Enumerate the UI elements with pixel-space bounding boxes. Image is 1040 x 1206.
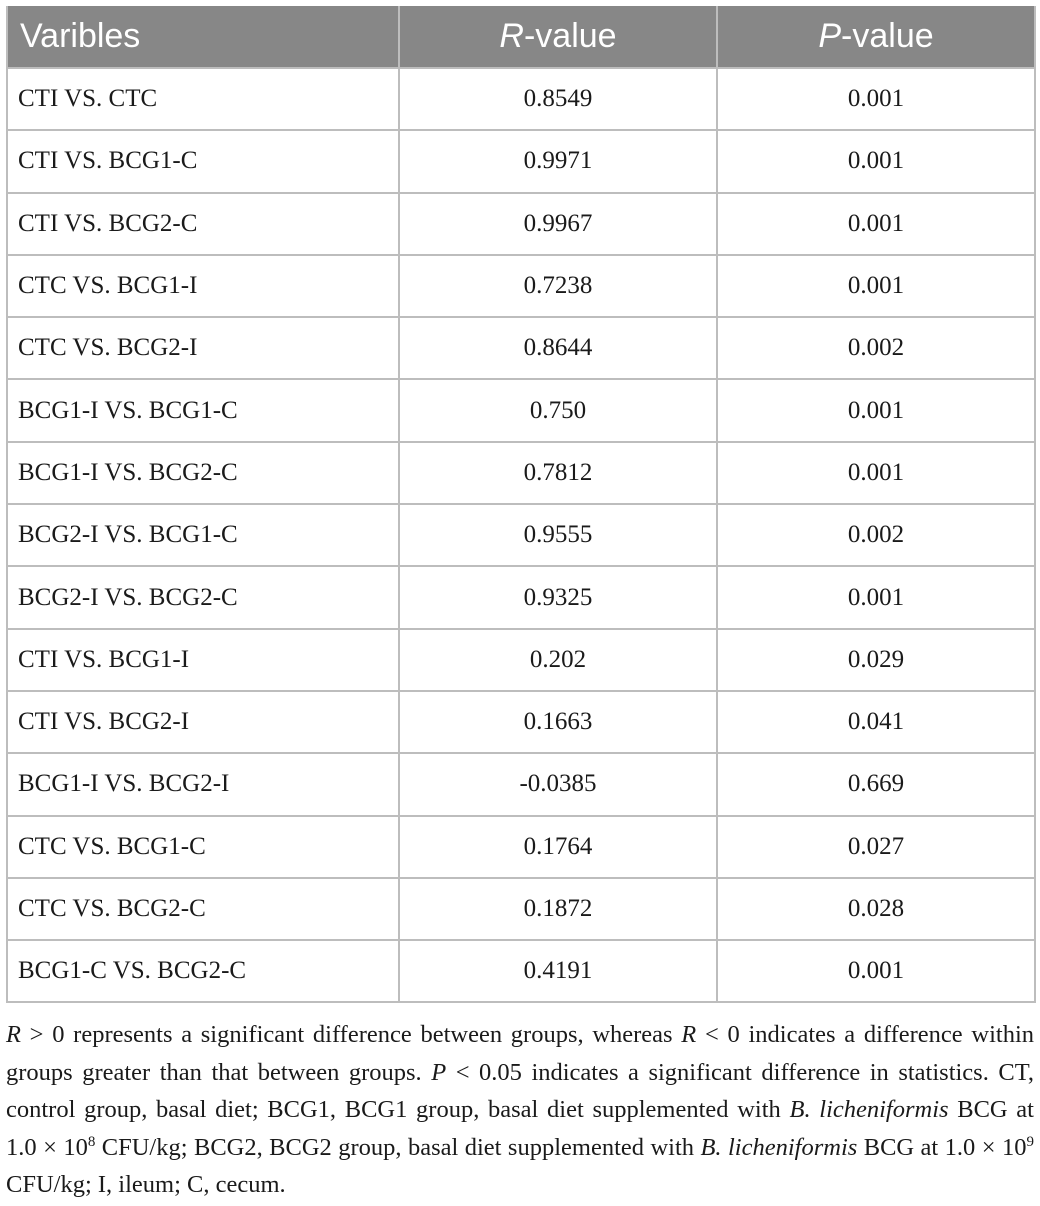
cell-r-value: 0.9555 bbox=[399, 504, 717, 566]
table-row bbox=[7, 193, 1035, 255]
table-row bbox=[7, 255, 1035, 317]
cell-variable: CTI VS. BCG2-C bbox=[7, 193, 399, 255]
table-row bbox=[7, 68, 1035, 130]
header-p-value bbox=[717, 6, 1035, 68]
table-body bbox=[7, 68, 1035, 1002]
table-row bbox=[7, 566, 1035, 628]
table-row bbox=[7, 629, 1035, 691]
table-row bbox=[7, 878, 1035, 940]
cell-r-value: 0.7238 bbox=[399, 255, 717, 317]
cell-variable: BCG2-I VS. BCG1-C bbox=[7, 504, 399, 566]
cell-variable: BCG2-I VS. BCG2-C bbox=[7, 566, 399, 628]
footnote-text: BCG at 1.0 × 10 bbox=[6, 1096, 1034, 1161]
header-r-suffix: -value bbox=[523, 17, 617, 55]
cell-p-value: 0.028 bbox=[717, 878, 1035, 940]
cell-r-value: 0.202 bbox=[399, 629, 717, 691]
cell-r-value: 0.1663 bbox=[399, 691, 717, 753]
footnote-text: CFU/kg; BCG2, BCG2 group, basal diet supplemented with bbox=[95, 1133, 701, 1161]
header-variables: Varibles bbox=[7, 6, 399, 68]
cell-variable: BCG1-I VS. BCG2-I bbox=[7, 753, 399, 815]
footnote-text: < 0.05 indicates a significant difference in statistics. CT, control group, basal diet; BCG1, BCG1 group, basal diet supplemented with bbox=[6, 1058, 1034, 1123]
cell-p-value: 0.041 bbox=[717, 691, 1035, 753]
footnote-r-symbol: R bbox=[681, 1021, 697, 1048]
table-row bbox=[7, 379, 1035, 441]
footnote-text: CFU/kg; I, ileum; C, cecum. bbox=[6, 1171, 286, 1198]
cell-variable: CTC VS. BCG1-C bbox=[7, 816, 399, 878]
table-header bbox=[7, 6, 1035, 68]
cell-p-value: 0.001 bbox=[717, 566, 1035, 628]
cell-r-value: 0.750 bbox=[399, 379, 717, 441]
cell-variable: BCG1-I VS. BCG2-C bbox=[7, 442, 399, 504]
cell-p-value: 0.001 bbox=[717, 255, 1035, 317]
cell-variable: CTC VS. BCG2-C bbox=[7, 878, 399, 940]
cell-r-value: 0.9971 bbox=[399, 130, 717, 192]
cell-variable: CTI VS. CTC bbox=[7, 68, 399, 130]
header-p-symbol: P bbox=[818, 17, 842, 55]
table-row bbox=[7, 753, 1035, 815]
cell-p-value: 0.002 bbox=[717, 504, 1035, 566]
cell-r-value: 0.9325 bbox=[399, 566, 717, 628]
cell-variable: CTI VS. BCG1-I bbox=[7, 629, 399, 691]
cell-r-value: -0.0385 bbox=[399, 753, 717, 815]
table-row bbox=[7, 130, 1035, 192]
footnote-species: B. licheniformis bbox=[700, 1133, 858, 1161]
footnote-exponent: 8 bbox=[87, 1133, 96, 1150]
table-footnote bbox=[6, 1016, 1034, 1204]
cell-variable: BCG1-C VS. BCG2-C bbox=[7, 940, 399, 1002]
table-row bbox=[7, 691, 1035, 753]
cell-r-value: 0.9967 bbox=[399, 193, 717, 255]
cell-p-value: 0.001 bbox=[717, 442, 1035, 504]
cell-r-value: 0.8549 bbox=[399, 68, 717, 130]
cell-variable: CTC VS. BCG2-I bbox=[7, 317, 399, 379]
cell-p-value: 0.001 bbox=[717, 130, 1035, 192]
footnote-r-symbol: R bbox=[6, 1021, 21, 1048]
footnote-species: B. licheniformis bbox=[789, 1096, 949, 1123]
footnote-text: < 0 indicates a difference within groups greater than that between groups. bbox=[6, 1021, 1034, 1086]
cell-r-value: 0.1872 bbox=[399, 878, 717, 940]
cell-p-value: 0.669 bbox=[717, 753, 1035, 815]
table-row bbox=[7, 504, 1035, 566]
cell-p-value: 0.001 bbox=[717, 940, 1035, 1002]
cell-variable: CTI VS. BCG1-C bbox=[7, 130, 399, 192]
cell-r-value: 0.7812 bbox=[399, 442, 717, 504]
cell-r-value: 0.8644 bbox=[399, 317, 717, 379]
table-row bbox=[7, 940, 1035, 1002]
header-p-suffix: -value bbox=[841, 17, 934, 55]
cell-p-value: 0.027 bbox=[717, 816, 1035, 878]
table-container bbox=[6, 6, 1034, 1003]
footnote-exponent: 9 bbox=[1026, 1133, 1034, 1150]
table-row bbox=[7, 317, 1035, 379]
cell-r-value: 0.1764 bbox=[399, 816, 717, 878]
header-row bbox=[7, 6, 1035, 68]
footnote-text: BCG at 1.0 × 10 bbox=[857, 1133, 1027, 1161]
cell-p-value: 0.029 bbox=[717, 629, 1035, 691]
cell-variable: CTI VS. BCG2-I bbox=[7, 691, 399, 753]
cell-variable: BCG1-I VS. BCG1-C bbox=[7, 379, 399, 441]
header-r-value bbox=[399, 6, 717, 68]
cell-p-value: 0.001 bbox=[717, 193, 1035, 255]
header-r-symbol: R bbox=[499, 17, 524, 55]
cell-r-value: 0.4191 bbox=[399, 940, 717, 1002]
table-row bbox=[7, 816, 1035, 878]
cell-p-value: 0.001 bbox=[717, 379, 1035, 441]
results-table bbox=[6, 6, 1036, 1003]
cell-variable: CTC VS. BCG1-I bbox=[7, 255, 399, 317]
footnote-p-symbol: P bbox=[431, 1058, 447, 1086]
footnote-text: > 0 represents a significant difference between groups, whereas bbox=[20, 1021, 682, 1048]
cell-p-value: 0.002 bbox=[717, 317, 1035, 379]
cell-p-value: 0.001 bbox=[717, 68, 1035, 130]
table-row bbox=[7, 442, 1035, 504]
